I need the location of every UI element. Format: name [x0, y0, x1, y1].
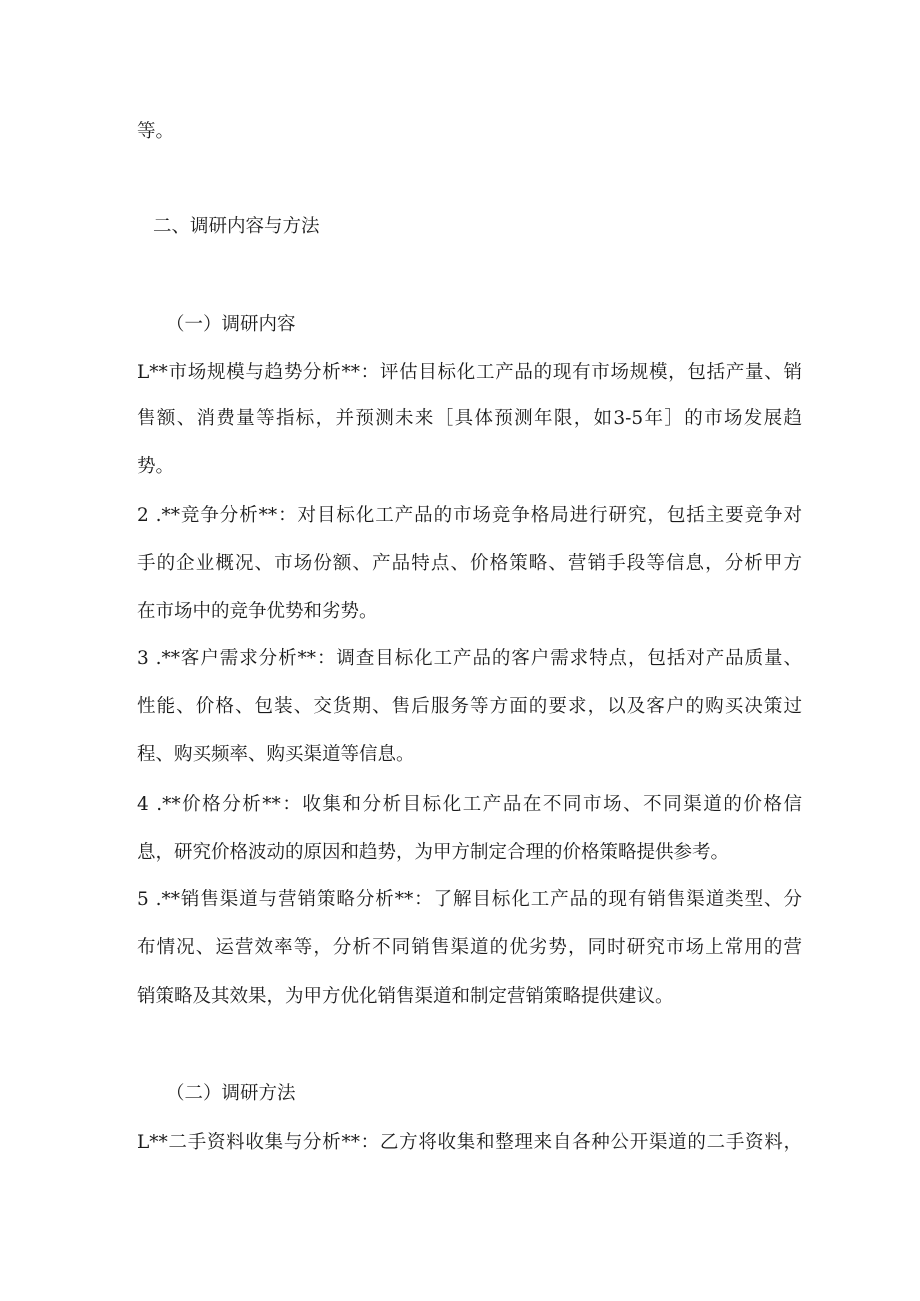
item5-line2: 布情况、运营效率等，分析不同销售渠道的优劣势，同时研究市场上常用的营: [137, 937, 802, 958]
item2-line1: 2 .**竞争分析**：对目标化工产品的市场竞争格局进行研究，包括主要竞争对: [137, 505, 802, 526]
item3-line2: 性能、价格、包装、交货期、售后服务等方面的要求，以及客户的购买决策过: [137, 696, 802, 717]
continuation-text: 等。: [137, 121, 175, 142]
item5-line1: 5 .**销售渠道与营销策略分析**：了解目标化工产品的现有销售渠道类型、分: [137, 889, 802, 910]
section-heading: 二、调研内容与方法: [153, 216, 320, 237]
item2-line3: 在市场中的竞争优势和劣势。: [137, 601, 378, 622]
subsection-heading-methods: （二）调研方法: [166, 1083, 296, 1104]
item4-line1: 4 .**价格分析**：收集和分析目标化工产品在不同市场、不同渠道的价格信: [137, 794, 802, 815]
item2-line2: 手的企业概况、市场份额、产品特点、价格策略、营销手段等信息，分析甲方: [137, 553, 802, 574]
method1-line1: L**二手资料收集与分析**：乙方将收集和整理来自各种公开渠道的二手资料，: [137, 1132, 802, 1153]
item1-line1: L**市场规模与趋势分析**：评估目标化工产品的现有市场规模，包括产量、销: [137, 362, 802, 383]
item3-line3: 程、购买频率、购买渠道等信息。: [137, 744, 415, 765]
item1-line3: 势。: [137, 456, 175, 477]
subsection-heading-content: （一）调研内容: [166, 314, 296, 335]
item5-line3: 销策略及其效果，为甲方优化销售渠道和制定营销策略提供建议。: [137, 986, 674, 1007]
item3-line1: 3 .**客户需求分析**：调查目标化工产品的客户需求特点，包括对产品质量、: [137, 648, 802, 669]
item4-line2: 息，研究价格波动的原因和趋势，为甲方制定合理的价格策略提供参考。: [137, 842, 730, 863]
item1-line2: 售额、消费量等指标，并预测未来［具体预测年限，如3-5年］的市场发展趋: [137, 408, 802, 429]
